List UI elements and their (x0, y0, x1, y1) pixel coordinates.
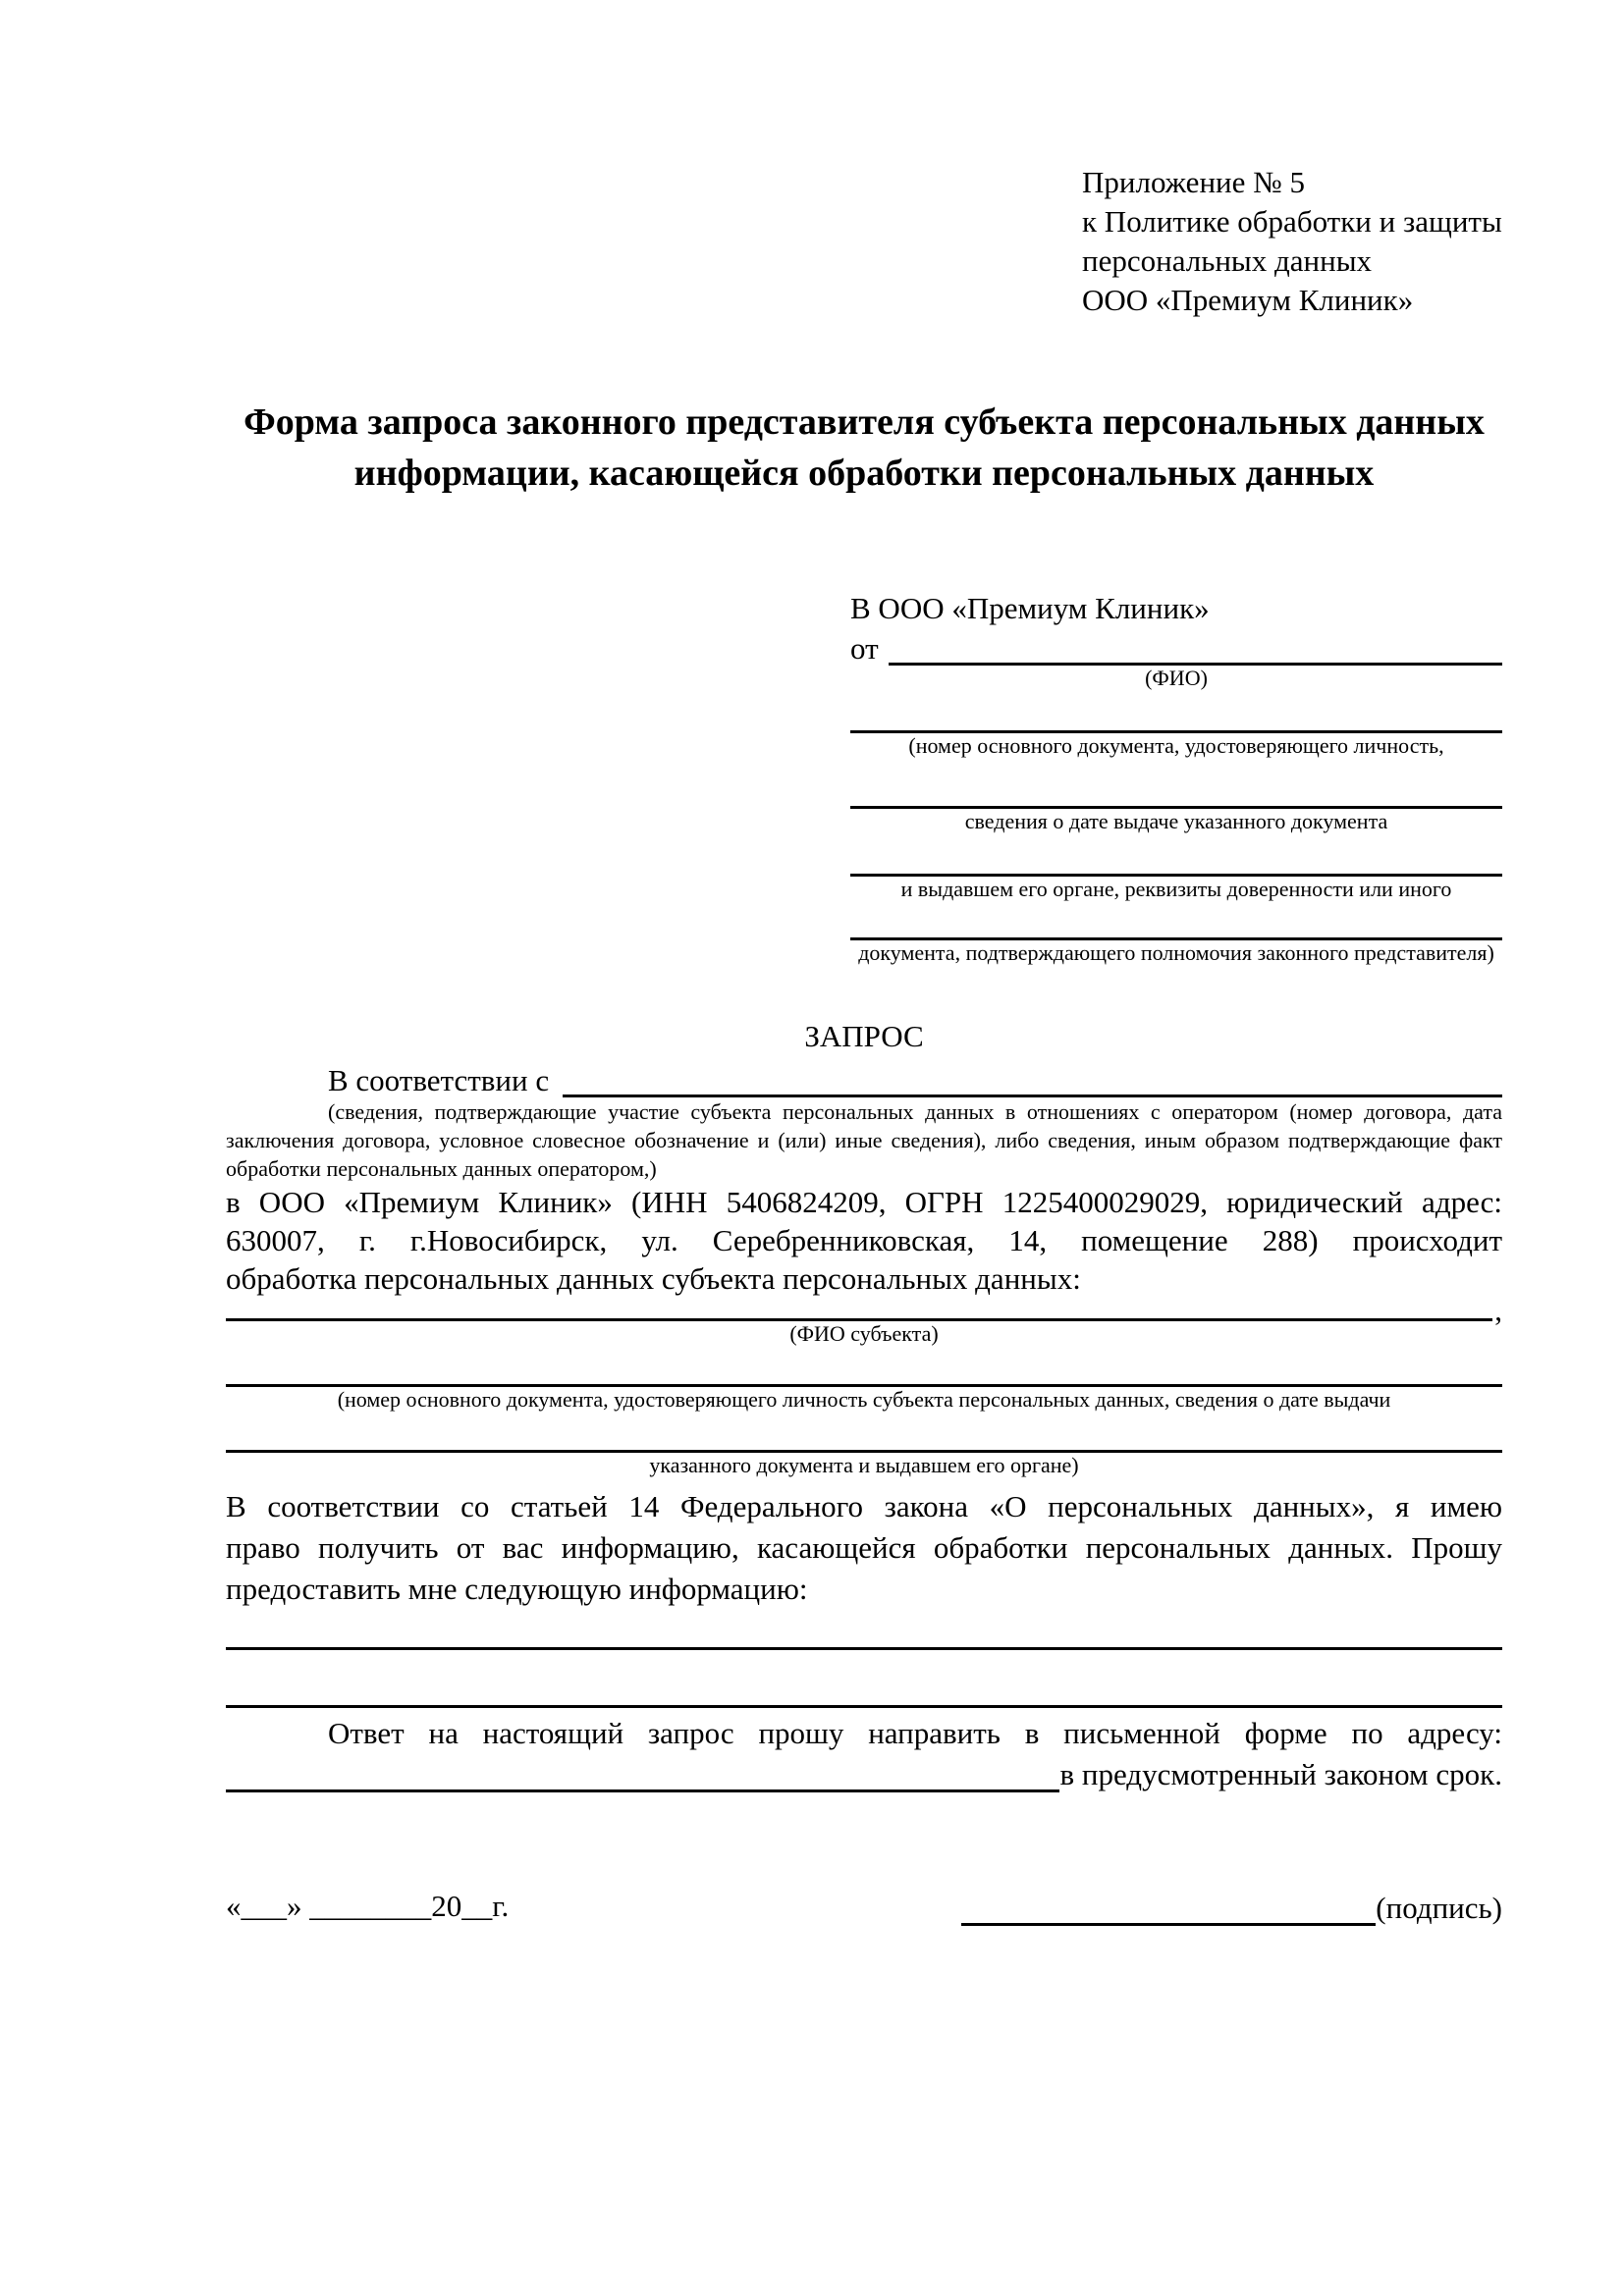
date-blank-text: «___» ________20__г. (226, 1889, 510, 1923)
basis-row (226, 1058, 1502, 1097)
operator-paragraph-line: обработка персональных данных субъекта персональных данных: (226, 1261, 1081, 1296)
signature-caption: (подпись) (1376, 1891, 1502, 1925)
info-blank-line-1 (226, 1622, 1502, 1650)
appendix-header-line: ООО «Премиум Клиник» (1082, 283, 1414, 317)
representative-doc-blank-line-1 (850, 703, 1502, 733)
rights-paragraph-line: предоставить мне следующую информацию: (226, 1572, 808, 1606)
subject-doc-blank-line-2 (226, 1422, 1502, 1453)
subject-fio-caption: (ФИО субъекта) (789, 1321, 939, 1346)
representative-doc-caption-1: (номер основного документа, удостоверяющего личность, (908, 733, 1444, 758)
page-title (226, 397, 1502, 499)
subject-doc-caption-2: указанного документа и выдавшем его органе) (649, 1453, 1079, 1477)
rights-paragraph-line: В соответствии со статьей 14 Федерального закона «О персональных данных», я имею (226, 1489, 1502, 1523)
reply-address-row (226, 1753, 1502, 1792)
document-content (226, 0, 1502, 1926)
signature-row (226, 1883, 1502, 1926)
basis-prefix: В соответствии с (328, 1063, 550, 1097)
subject-doc-caption-1: (номер основного документа, удостоверяющего личность субъекта персональных данных, сведения о дате выдачи (337, 1387, 1391, 1412)
representative-doc-caption-2: сведения о дате выдаче указанного документа (964, 809, 1388, 833)
page-title-line: Форма запроса законного представителя субъекта персональных данных (244, 401, 1485, 443)
rights-paragraph-line: право получить от вас информацию, касающейся обработки персональных данных. Прошу (226, 1530, 1502, 1565)
subject-doc-blank-line-1 (226, 1357, 1502, 1387)
representative-doc-blank-line-3 (850, 844, 1502, 877)
subject-fio-comma: , (1494, 1293, 1502, 1327)
representative-doc-caption-4: документа, подтверждающего полномочия законного представителя) (858, 940, 1494, 965)
fio-caption: (ФИО) (1145, 666, 1208, 690)
operator-paragraph-line: 630007, г. г.Новосибирск, ул. Серебренниковская, 14, помещение 288) происходит (226, 1223, 1502, 1257)
operator-paragraph-line: в ООО «Премиум Клиник» (ИНН 5406824209, ОГРН 1225400029029, юридический адрес: (226, 1185, 1502, 1219)
basis-caption (226, 1097, 1502, 1183)
subject-fio-row (226, 1293, 1502, 1327)
representative-doc-caption-3: и выдавшем его органе, реквизиты доверенности или иного (900, 877, 1452, 901)
reply-paragraph-line: Ответ на настоящий запрос прошу направить в письменной форме по адресу: (328, 1716, 1502, 1750)
request-heading: ЗАПРОС (804, 1019, 924, 1053)
addressee-block (850, 589, 1502, 966)
appendix-header-line: персональных данных (1082, 243, 1373, 278)
basis-caption-line: заключения договора, условное словесное обозначение и (или) иные сведения), либо сведения, иным образом подтверждающие факт (226, 1128, 1502, 1152)
appendix-header-line: к Политике обработки и защиты (1082, 204, 1502, 239)
basis-caption-line: (сведения, подтверждающие участие субъекта персональных данных в отношениях с оператором (номер договора, дата (328, 1099, 1502, 1124)
representative-doc-blank-line-2 (850, 771, 1502, 809)
signature-area (961, 1890, 1502, 1926)
reply-address-blank-line (226, 1789, 1059, 1792)
operator-paragraph (226, 1183, 1502, 1298)
appendix-header-block (1082, 0, 1502, 320)
signature-blank-line (961, 1890, 1376, 1926)
from-label: от (850, 631, 879, 666)
info-blank-line-2 (226, 1680, 1502, 1708)
reply-paragraph-suffix: в предусмотренный законом срок. (1059, 1757, 1502, 1791)
addressee-organization: В ООО «Премиум Клиник» (850, 591, 1210, 625)
basis-caption-line: обработки персональных данных оператором,) (226, 1156, 657, 1181)
rights-paragraph (226, 1486, 1502, 1610)
representative-doc-blank-line-4 (850, 910, 1502, 940)
page-title-line: информации, касающейся обработки персональных данных (353, 453, 1375, 494)
from-row (850, 628, 1502, 666)
appendix-header-line: Приложение № 5 (1082, 165, 1305, 199)
